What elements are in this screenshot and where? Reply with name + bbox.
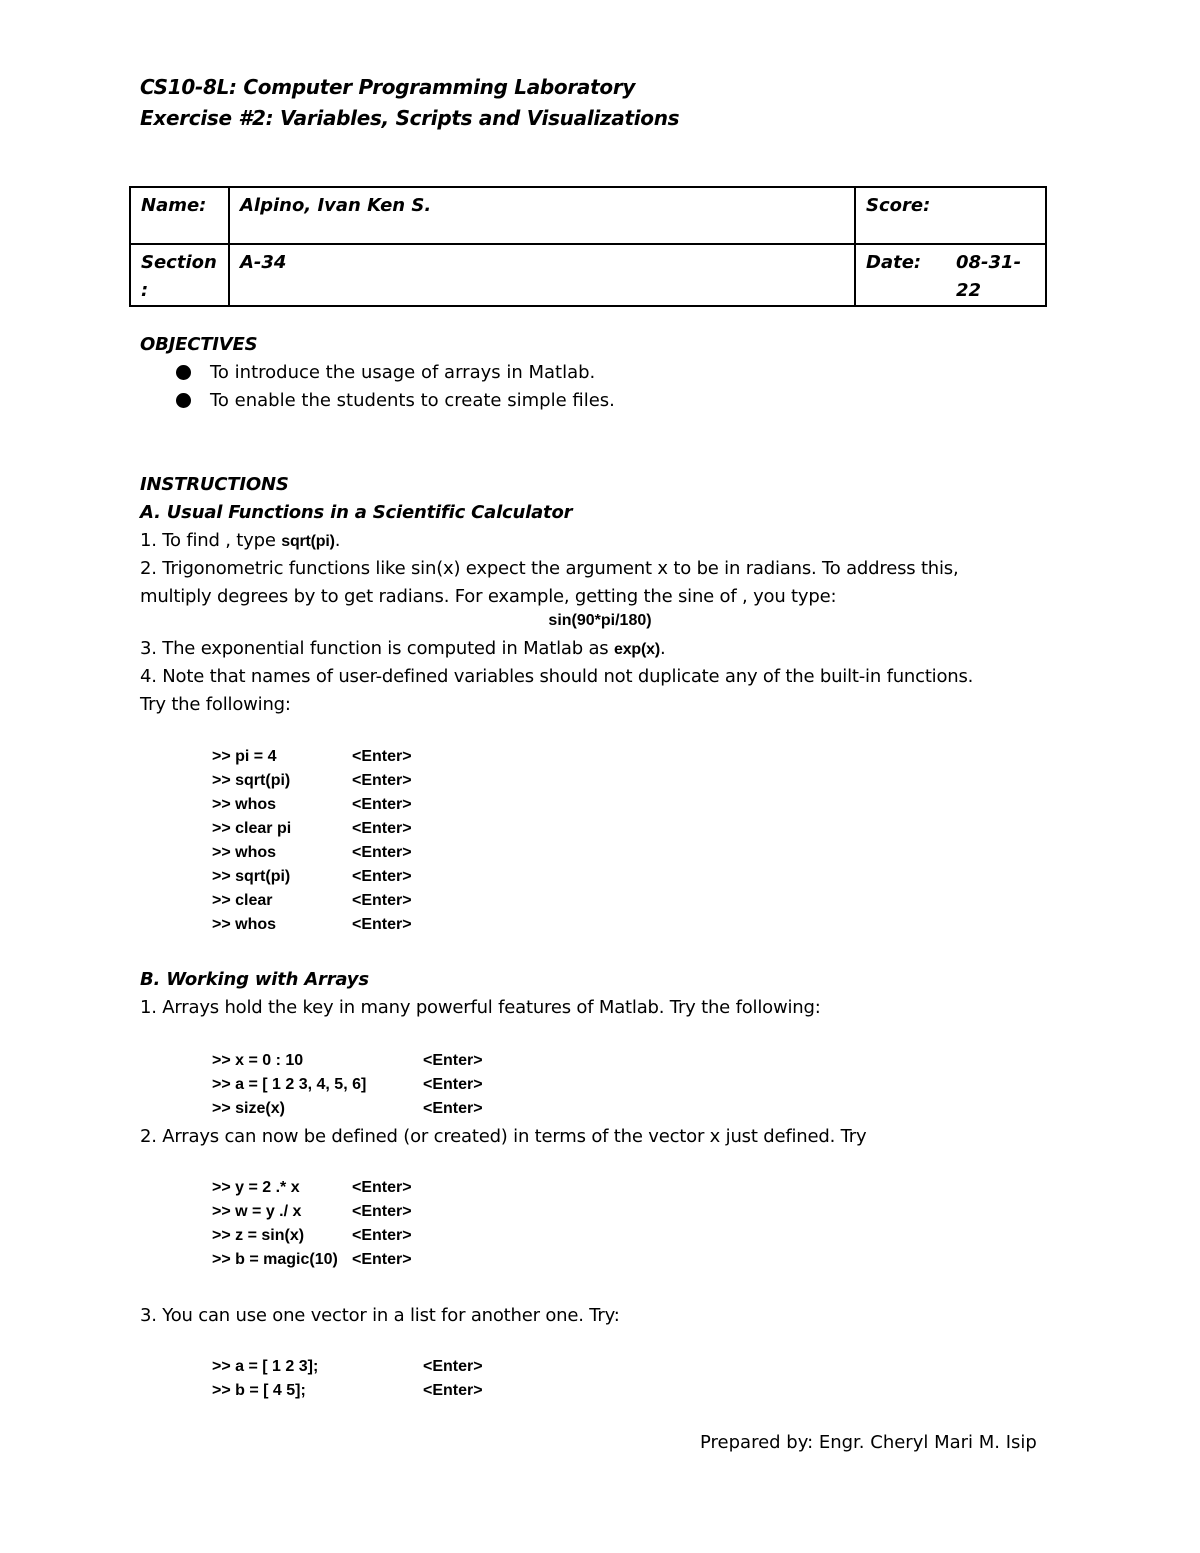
bullet-icon — [176, 393, 191, 408]
command-line: >> y = 2 .* x — [212, 1179, 300, 1196]
step-a4-line1: 4. Note that names of user-defined variables should not duplicate any of the built-in functions. — [140, 666, 974, 687]
course-title: CS10-8L: Computer Programming Laboratory — [140, 75, 636, 99]
command-line: >> whos — [212, 796, 277, 813]
enter-label: <Enter> — [352, 796, 412, 813]
date-value-line2: 22 — [956, 280, 982, 301]
enter-label: <Enter> — [352, 1203, 412, 1220]
enter-label: <Enter> — [352, 868, 412, 885]
section-b-heading: B. Working with Arrays — [140, 969, 369, 990]
step-a2-line1: 2. Trigonometric functions like sin(x) expect the argument x to be in radians. To address this, — [140, 558, 959, 579]
command-line: >> whos — [212, 916, 277, 933]
score-label: Score: — [855, 187, 946, 244]
step-a3-text: 3. The exponential function is computed in Matlab as — [140, 638, 615, 659]
section-a-heading: A. Usual Functions in a Scientific Calculator — [140, 502, 573, 523]
date-value-line1: 08-31- — [956, 252, 1022, 273]
section-value: A-34 — [229, 244, 855, 306]
objectives-heading: OBJECTIVES — [140, 334, 258, 355]
enter-label: <Enter> — [352, 1179, 412, 1196]
command-line: >> b = [ 4 5]; — [212, 1382, 306, 1399]
step-a3 — [140, 638, 665, 659]
step-a4-line2: Try the following: — [140, 694, 291, 715]
code-sin-example: sin(90*pi/180) — [548, 612, 652, 629]
command-line: >> pi = 4 — [212, 748, 277, 765]
prepared-by-footer: Prepared by: Engr. Cheryl Mari M. Isip — [700, 1432, 1037, 1453]
step-b1: 1. Arrays hold the key in many powerful features of Matlab. Try the following: — [140, 997, 821, 1018]
command-line: >> x = 0 : 10 — [212, 1052, 304, 1069]
step-b2: 2. Arrays can now be defined (or created) in terms of the vector x just defined. Try — [140, 1126, 867, 1147]
objective-item — [176, 362, 595, 383]
enter-label: <Enter> — [423, 1052, 483, 1069]
command-line: >> sqrt(pi) — [212, 868, 291, 885]
step-a1-text: 1. To find , type — [140, 530, 282, 551]
date-label: Date: — [855, 244, 946, 306]
step-a1-end: . — [334, 530, 341, 551]
enter-label: <Enter> — [423, 1100, 483, 1117]
command-line: >> size(x) — [212, 1100, 285, 1117]
date-value-cell — [946, 244, 1046, 306]
command-line: >> sqrt(pi) — [212, 772, 291, 789]
code-exp: exp(x) — [614, 641, 660, 658]
code-sqrt-pi: sqrt(pi) — [281, 533, 335, 550]
name-value: Alpino, Ivan Ken S. — [229, 187, 855, 244]
section-label: Section — [141, 252, 217, 273]
objective-item — [176, 390, 615, 411]
objective-text: To introduce the usage of arrays in Matlab. — [210, 362, 596, 383]
enter-label: <Enter> — [352, 820, 412, 837]
command-line: >> z = sin(x) — [212, 1227, 305, 1244]
student-info-table — [129, 186, 1047, 307]
objective-text: To enable the students to create simple files. — [210, 390, 615, 411]
enter-label: <Enter> — [423, 1358, 483, 1375]
exercise-title: Exercise #2: Variables, Scripts and Visualizations — [140, 106, 680, 130]
section-label-cell — [130, 244, 229, 306]
enter-label: <Enter> — [352, 892, 412, 909]
command-line: >> w = y ./ x — [212, 1203, 302, 1220]
enter-label: <Enter> — [352, 1227, 412, 1244]
enter-label: <Enter> — [352, 1251, 412, 1268]
command-line: >> whos — [212, 844, 277, 861]
score-value — [946, 187, 1046, 244]
name-label: Name: — [130, 187, 229, 244]
enter-label: <Enter> — [423, 1382, 483, 1399]
command-line: >> b = magic(10) — [212, 1251, 338, 1268]
command-line: >> clear pi — [212, 820, 292, 837]
enter-label: <Enter> — [352, 748, 412, 765]
step-b3: 3. You can use one vector in a list for another one. Try: — [140, 1305, 620, 1326]
section-colon: : — [141, 280, 149, 301]
command-line: >> clear — [212, 892, 273, 909]
command-line: >> a = [ 1 2 3, 4, 5, 6] — [212, 1076, 367, 1093]
bullet-icon — [176, 365, 191, 380]
enter-label: <Enter> — [352, 916, 412, 933]
step-a1 — [140, 530, 340, 551]
enter-label: <Enter> — [423, 1076, 483, 1093]
step-a2-line2: multiply degrees by to get radians. For example, getting the sine of , you type: — [140, 586, 837, 607]
enter-label: <Enter> — [352, 844, 412, 861]
command-line: >> a = [ 1 2 3]; — [212, 1358, 319, 1375]
enter-label: <Enter> — [352, 772, 412, 789]
step-a3-end: . — [659, 638, 666, 659]
instructions-heading: INSTRUCTIONS — [140, 474, 289, 495]
